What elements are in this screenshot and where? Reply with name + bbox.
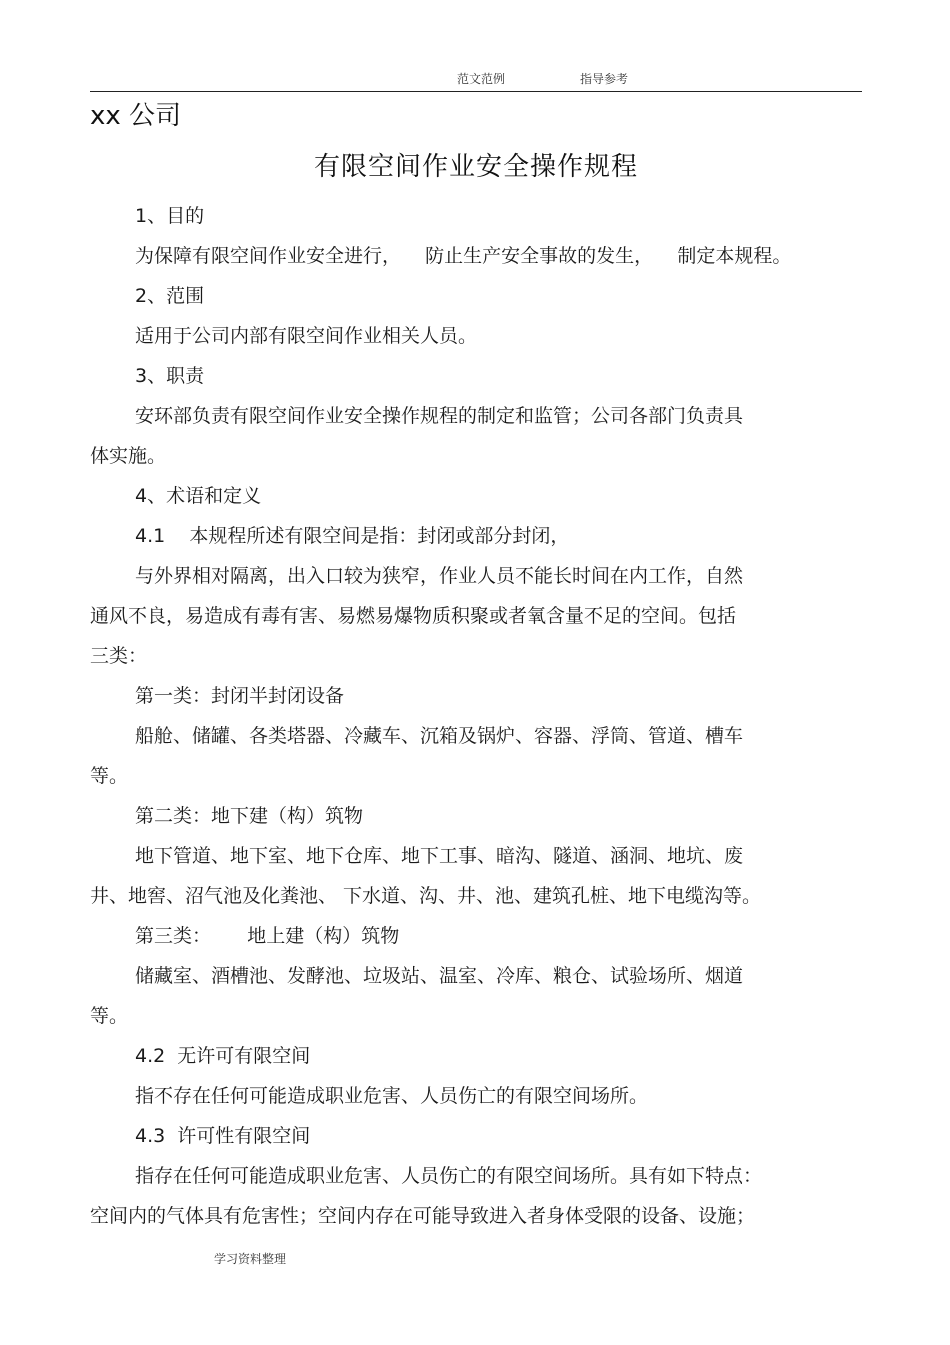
company-name: xx 公司: [90, 101, 182, 131]
text-line: 与外界相对隔离，出入口较为狭窄，作业人员不能长时间在内工作，自然: [135, 565, 744, 587]
text-line: 安环部负责有限空间作业安全操作规程的制定和监管；公司各部门负责具: [135, 405, 744, 427]
text-line: 4.1 本规程所述有限空间是指：封闭或部分封闭，: [135, 525, 570, 547]
text-line: 第二类：地下建（构）筑物: [135, 805, 364, 827]
header-left-text: 范文范例: [457, 72, 506, 86]
text-line: 适用于公司内部有限空间作业相关人员。: [135, 325, 478, 347]
header-right-text: 指导参考: [580, 72, 629, 86]
text-line: 通风不良，易造成有毒有害、易燃易爆物质积聚或者氧含量不足的空间。包括: [90, 605, 737, 627]
text-line: 4.2 无许可有限空间: [135, 1045, 311, 1067]
text-line: 指存在任何可能造成职业危害、人员伤亡的有限空间场所。具有如下特点：: [135, 1165, 763, 1187]
text-line: 三类：: [90, 645, 148, 667]
text-line: 空间内的气体具有危害性；空间内存在可能导致进入者身体受限的设备、设施；: [90, 1205, 756, 1227]
text-line: 井、地窖、沼气池及化粪池、 下水道、沟、井、池、建筑孔桩、地下电缆沟等。: [90, 885, 762, 907]
text-line: 指不存在任何可能造成职业危害、人员伤亡的有限空间场所。: [135, 1085, 649, 1107]
text-line: 3、职责: [135, 365, 205, 387]
page-header: [90, 66, 862, 92]
text-line: 储藏室、酒槽池、发酵池、垃圾站、温室、冷库、粮仓、试验场所、烟道: [135, 965, 744, 987]
text-line: 为保障有限空间作业安全进行， 防止生产安全事故的发生， 制定本规程。: [135, 245, 792, 267]
text-line: 第一类：封闭半封闭设备: [135, 685, 345, 707]
text-line: 1、目的: [135, 205, 205, 227]
text-line: 体实施。: [90, 445, 167, 467]
text-line: 等。: [90, 765, 129, 787]
page-footer: 学习资料整理: [214, 1252, 287, 1266]
text-line: 2、范围: [135, 285, 205, 307]
text-line: 4、术语和定义: [135, 485, 262, 507]
text-line: 第三类： 地上建（构）筑物: [135, 925, 400, 947]
document-body: [90, 196, 820, 1236]
text-line: 等。: [90, 1005, 129, 1027]
text-line: 地下管道、地下室、地下仓库、地下工事、暗沟、隧道、涵洞、地坑、废: [135, 845, 744, 867]
text-line: 船舱、储罐、各类塔器、冷藏车、沉箱及锅炉、容器、浮筒、管道、槽车: [135, 725, 744, 747]
text-line: 4.3 许可性有限空间: [135, 1125, 311, 1147]
document-title: 有限空间作业安全操作规程: [313, 152, 638, 182]
